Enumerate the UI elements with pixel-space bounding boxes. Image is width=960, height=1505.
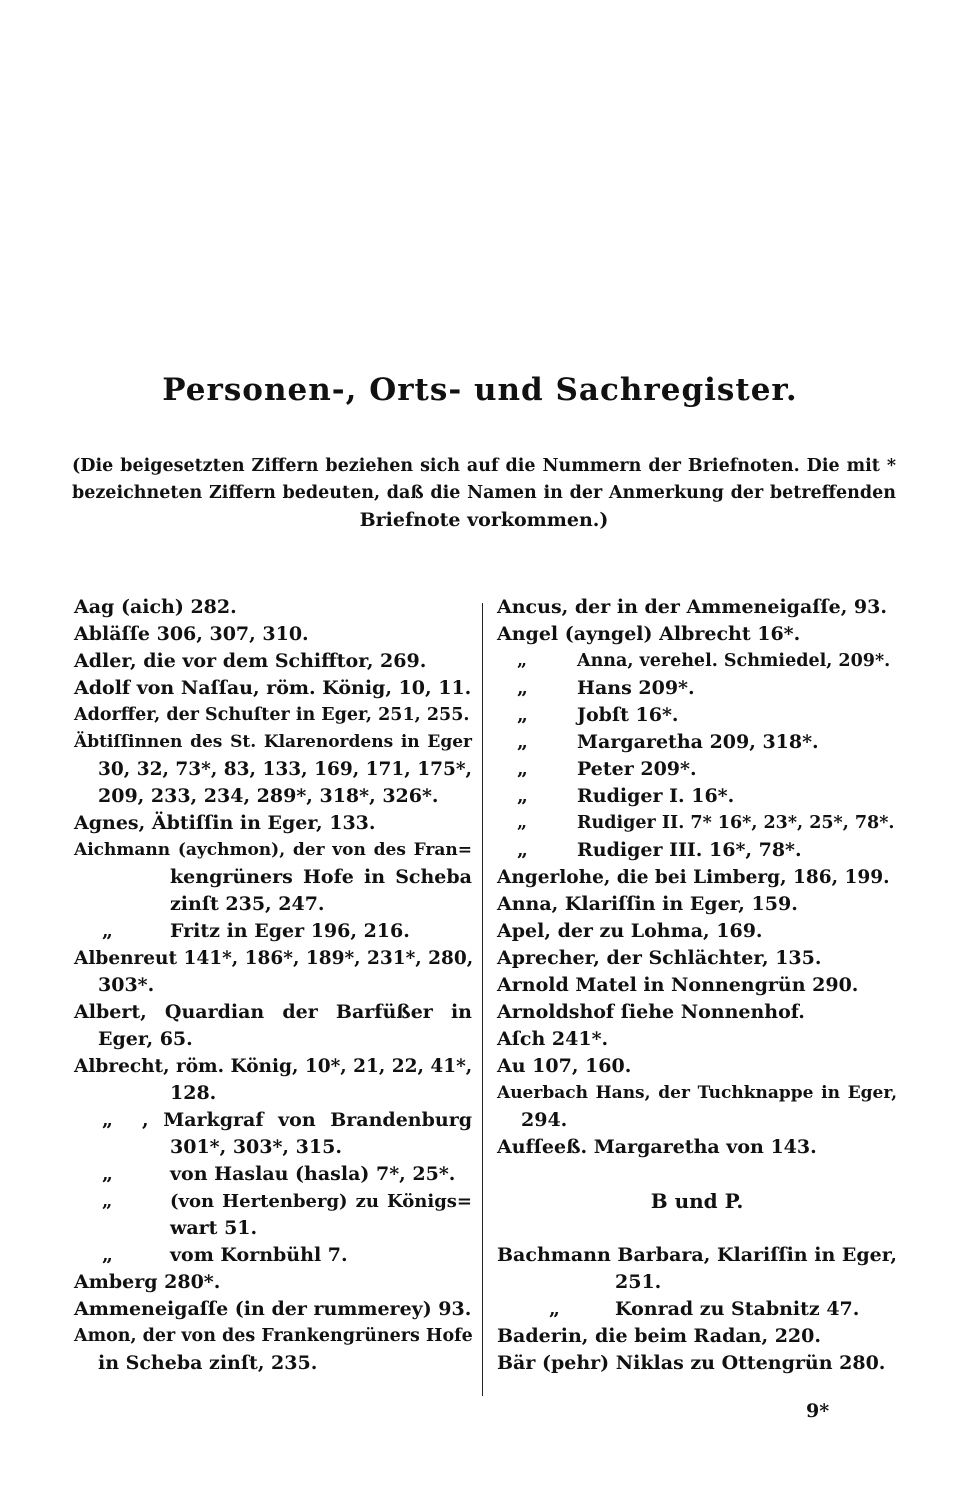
index-entry: Aag (aich) 282.	[74, 596, 237, 618]
left-column	[74, 594, 472, 1377]
index-entry: Bär (pehr) Niklas zu Ottengrün 280.	[497, 1352, 886, 1374]
index-entry-continuation: in Scheba zinſt, 235.	[98, 1352, 318, 1374]
index-entry: Amon, der von des Frankengrüners Hofe	[74, 1326, 473, 1346]
index-entry-continuation: 251.	[615, 1271, 662, 1293]
index-entry-sub	[497, 783, 897, 810]
index-entry-text: Rudiger III. 16*, 78*.	[577, 839, 802, 861]
index-entry-text: Rudiger I. 16*.	[577, 785, 735, 807]
index-entry: Angerlohe, die bei Limberg, 186, 199.	[497, 867, 890, 888]
ditto-mark: „	[517, 731, 528, 753]
index-entry: Aichmann (aychmon), der von des Fran=	[74, 840, 472, 860]
index-entry-text: (von Hertenberg) zu Königs=	[170, 1191, 472, 1212]
index-entry: Arnoldshof ſiehe Nonnenhof.	[497, 1001, 805, 1023]
index-entry-continuation: zinſt 235, 247.	[170, 893, 325, 915]
ditto-mark: „	[549, 1298, 560, 1320]
intro-line: Briefnote vorkommen.)	[359, 509, 609, 531]
ditto-mark: „	[102, 1244, 113, 1266]
ditto-mark: „	[517, 758, 528, 780]
index-entry-text: Hans 209*.	[577, 677, 695, 699]
ditto-mark: „	[102, 920, 113, 942]
index-entry: Ancus, der in der Ammeneigaſſe, 93.	[497, 596, 887, 618]
ditto-mark: „	[517, 813, 528, 833]
index-entry-text: Fritz in Eger 196, 216.	[170, 920, 410, 942]
index-entry-sub	[497, 756, 897, 783]
index-entry: Angel (ayngel) Albrecht 16*.	[497, 623, 801, 645]
page-title: Personen-, Orts- und Sachregister.	[162, 372, 798, 408]
index-entry-sub	[497, 1296, 897, 1323]
ditto-mark: „	[102, 1191, 113, 1212]
index-entry-text: , Markgraf von Brandenburg	[142, 1109, 472, 1131]
intro-note	[72, 453, 896, 534]
index-entry-continuation: 303*.	[98, 974, 155, 996]
index-entry: Arnold Matel in Nonnengrün 290.	[497, 974, 859, 996]
page-number: 9*	[806, 1400, 830, 1422]
ditto-mark: „	[102, 1163, 113, 1185]
index-entry: Albrecht, röm. König, 10*, 21, 22, 41*,	[74, 1056, 473, 1077]
index-entry: Bachmann Barbara, Klariſſin in Eger,	[497, 1244, 897, 1266]
index-entry-continuation: 294.	[521, 1109, 568, 1131]
index-entry-sub	[497, 810, 897, 837]
index-entry-continuation: 30, 32, 73*, 83, 133, 169, 171, 175*,	[98, 759, 472, 780]
ditto-mark: „	[517, 651, 528, 671]
index-entry-text: Peter 209*.	[577, 758, 697, 780]
ditto-mark: „	[102, 1109, 113, 1131]
right-column	[497, 594, 897, 1377]
index-entry-continuation: kengrüners Hofe in Scheba	[170, 866, 472, 888]
index-entry-continuation: 301*, 303*, 315.	[170, 1136, 342, 1158]
index-entry: Auerbach Hans, der Tuchknappe in Eger,	[497, 1083, 897, 1103]
ditto-mark: „	[517, 677, 528, 699]
index-entry-sub	[497, 648, 897, 675]
column-divider	[482, 603, 483, 1396]
intro-line: bezeichneten Ziffern bedeuten, daß die Namen in der Anmerkung der betreffenden	[72, 483, 896, 503]
index-entry: Apel, der zu Lohma, 169.	[497, 920, 763, 942]
index-entry-sub	[497, 729, 897, 756]
ditto-mark: „	[517, 839, 528, 861]
index-entry: Aufſeeß. Margaretha von 143.	[497, 1136, 817, 1158]
index-entry-sub	[497, 837, 897, 864]
index-entry-sub	[497, 702, 897, 729]
index-entry-text: vom Kornbühl 7.	[170, 1244, 348, 1266]
index-entry: Adolf von Naſſau, röm. König, 10, 11.	[74, 677, 472, 699]
index-entry-sub	[497, 675, 897, 702]
section-heading: B und P.	[650, 1189, 744, 1213]
ditto-mark: „	[517, 704, 528, 726]
index-entry-text: Jobſt 16*.	[577, 704, 679, 726]
index-entry: Anna, Klariſſin in Eger, 159.	[497, 893, 798, 915]
index-entry: Baderin, die beim Radan, 220.	[497, 1325, 821, 1347]
intro-line: (Die beigesetzten Ziffern beziehen sich auf die Nummern der Briefnoten. Die mit *	[72, 456, 896, 476]
index-entry: Au 107, 160.	[497, 1055, 632, 1077]
index-entry: Abläſſe 306, 307, 310.	[74, 623, 309, 645]
index-entry-sub	[74, 1188, 472, 1215]
index-entry-text: Anna, verehel. Schmiedel, 209*.	[577, 651, 891, 671]
index-entry-continuation: Eger, 65.	[98, 1028, 193, 1050]
index-entry-text: Rudiger II. 7* 16*, 23*, 25*, 78*.	[577, 813, 895, 833]
index-entry: Albert, Quardian der Barfüßer in	[74, 1001, 472, 1023]
index-entry: Adler, die vor dem Schifftor, 269.	[74, 650, 427, 672]
index-entry-sub	[74, 918, 472, 945]
index-entry-sub	[74, 1107, 472, 1134]
index-entry: Adorffer, der Schuſter in Eger, 251, 255.	[74, 705, 470, 725]
ditto-mark: „	[517, 785, 528, 807]
index-entry-text: Konrad zu Stabnitz 47.	[615, 1298, 860, 1320]
index-entry-sub	[74, 1161, 472, 1188]
index-entry-continuation: wart 51.	[170, 1217, 258, 1239]
index-entry: Aprecher, der Schlächter, 135.	[497, 947, 822, 969]
index-entry-sub	[74, 1242, 472, 1269]
index-entry-text: von Haslau (hasla) 7*, 25*.	[170, 1163, 456, 1185]
index-entry: Äbtiſſinnen des St. Klarenordens in Eger	[74, 732, 472, 752]
index-entry-text: Margaretha 209, 318*.	[577, 731, 819, 753]
index-entry: Ammeneigaſſe (in der rummerey) 93.	[74, 1298, 472, 1320]
index-entry-continuation: 209, 233, 234, 289*, 318*, 326*.	[98, 785, 439, 807]
index-entry: Albenreut 141*, 186*, 189*, 231*, 280,	[74, 948, 474, 969]
index-entry-continuation: 128.	[170, 1082, 217, 1104]
index-entry: Aſch 241*.	[497, 1028, 609, 1050]
index-entry: Agnes, Äbtiſſin in Eger, 133.	[74, 812, 376, 834]
index-entry: Amberg 280*.	[74, 1271, 221, 1293]
